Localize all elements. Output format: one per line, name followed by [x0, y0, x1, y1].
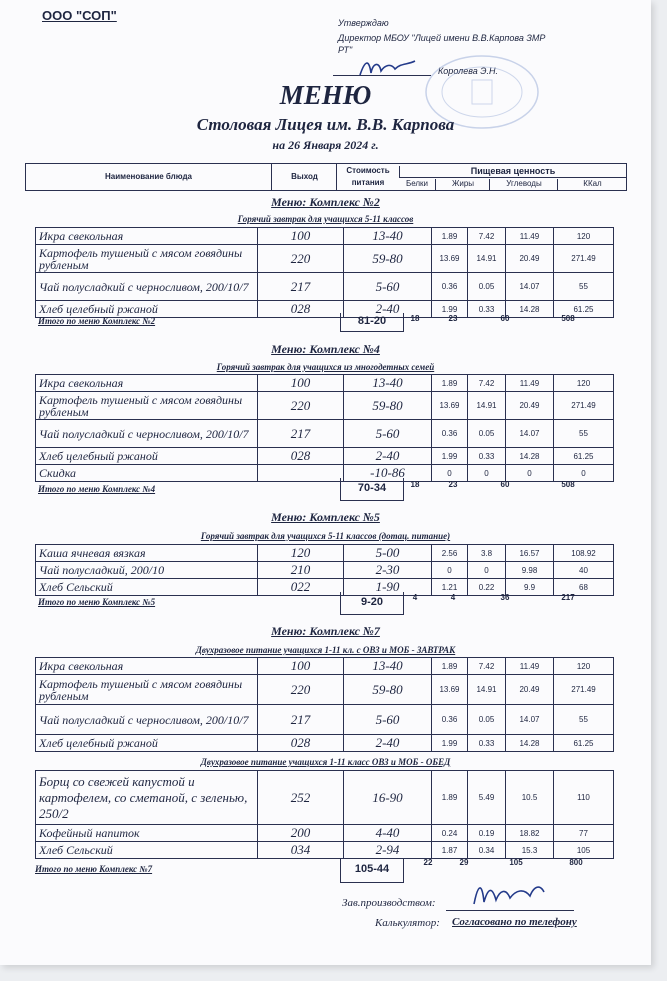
dish-kcal: 120	[554, 228, 614, 245]
dish-name: Чай полусладкий, 200/10	[36, 562, 258, 579]
total-price: 70-34	[340, 478, 404, 501]
menu-table	[35, 374, 614, 482]
dish-output: 120	[258, 545, 344, 562]
section-subtitle: Двухразовое питание учащихся 1-11 кл. с ОВЗ и МОБ - ЗАВТРАК	[195, 645, 456, 655]
dish-kcal: 55	[554, 273, 614, 301]
table-row	[36, 448, 614, 465]
total-fats: 23	[448, 480, 458, 489]
dish-name: Картофель тушеный с мясом говядины рубленым	[36, 245, 258, 273]
dish-name: Хлеб Сельский	[36, 579, 258, 596]
section-title: Меню: Комплекс №5	[271, 510, 380, 524]
dish-fats: 5.49	[468, 771, 506, 825]
dish-fats: 3.8	[468, 545, 506, 562]
dish-carbs: 14.07	[506, 705, 554, 735]
table-row	[36, 771, 614, 825]
approval-line-1: Утверждаю	[338, 18, 389, 28]
page-title: МЕНЮ	[279, 80, 372, 110]
dish-proteins: 13.69	[432, 675, 468, 705]
dish-kcal: 61.25	[554, 448, 614, 465]
dish-fats: 7.42	[468, 658, 506, 675]
dish-fats: 0.34	[468, 842, 506, 859]
dish-output: 220	[258, 675, 344, 705]
dish-output: 217	[258, 273, 344, 301]
total-price: 81-20	[340, 313, 404, 332]
total-carbs: 60	[500, 480, 510, 489]
dish-price: 5-60	[344, 705, 432, 735]
dish-price: 16-90	[344, 771, 432, 825]
dish-output: 100	[258, 228, 344, 245]
dish-fats: 7.42	[468, 375, 506, 392]
dish-price: -10-86	[344, 465, 432, 482]
header-fats: Жиры	[435, 179, 490, 190]
org-name: ООО "СОП"	[42, 8, 117, 23]
table-row	[36, 420, 614, 448]
total-carbs: 105	[509, 858, 523, 867]
dish-kcal: 271.49	[554, 245, 614, 273]
table-row	[36, 658, 614, 675]
dish-kcal: 77	[554, 825, 614, 842]
dish-fats: 0.05	[468, 705, 506, 735]
table-header	[25, 163, 627, 191]
dish-price: 5-60	[344, 420, 432, 448]
header-kcal: ККал	[557, 179, 627, 190]
dish-name: Хлеб целебный ржаной	[36, 448, 258, 465]
approval-signer: Королева Э.Н.	[438, 66, 498, 76]
dish-price: 2-94	[344, 842, 432, 859]
dish-carbs: 14.28	[506, 448, 554, 465]
table-row	[36, 705, 614, 735]
dish-name: Икра свекольная	[36, 375, 258, 392]
dish-carbs: 10.5	[506, 771, 554, 825]
dish-proteins: 1.89	[432, 375, 468, 392]
dish-name: Хлеб целебный ржаной	[36, 301, 258, 318]
dish-output: 034	[258, 842, 344, 859]
dish-name: Картофель тушеный с мясом говядины рубленым	[36, 675, 258, 705]
dish-price: 2-40	[344, 735, 432, 752]
total-fats: 29	[459, 858, 469, 867]
dish-price: 2-30	[344, 562, 432, 579]
total-fats: 23	[448, 314, 458, 323]
header-price: Стоимость питания	[336, 164, 399, 191]
section-subtitle: Горячий завтрак для учащихся 5-11 классов (дотац. питание)	[200, 531, 451, 541]
table-row	[36, 465, 614, 482]
production-label: Зав.производством:	[342, 897, 436, 909]
dish-kcal: 40	[554, 562, 614, 579]
table-row	[36, 392, 614, 420]
total-kcal: 508	[561, 480, 575, 489]
header-carbs: Углеводы	[489, 179, 558, 190]
dish-proteins: 1.99	[432, 301, 468, 318]
dish-kcal: 108.92	[554, 545, 614, 562]
dish-carbs: 9.9	[506, 579, 554, 596]
total-proteins: 4	[412, 593, 418, 602]
total-label: Итого по меню Комплекс №5	[38, 597, 156, 607]
table-row	[36, 273, 614, 301]
dish-output	[258, 465, 344, 482]
approval-line-3: РТ"	[338, 45, 353, 55]
dish-proteins: 0	[432, 465, 468, 482]
dish-carbs: 18.82	[506, 825, 554, 842]
dish-proteins: 13.69	[432, 392, 468, 420]
dish-price: 59-80	[344, 245, 432, 273]
dish-kcal: 105	[554, 842, 614, 859]
calculator-value: Согласовано по телефону	[452, 916, 577, 928]
section-title: Меню: Комплекс №4	[271, 342, 380, 356]
total-label: Итого по меню Комплекс №7	[35, 864, 153, 874]
dish-fats: 0.33	[468, 301, 506, 318]
director-signature-icon	[355, 55, 425, 81]
header-output: Выход	[271, 164, 337, 190]
menu-table	[35, 227, 614, 318]
dish-proteins: 1.89	[432, 228, 468, 245]
table-row	[36, 735, 614, 752]
table-row	[36, 675, 614, 705]
dish-carbs: 20.49	[506, 392, 554, 420]
header-nutrition: Пищевая ценность	[399, 166, 626, 178]
table-row	[36, 579, 614, 596]
production-signature-icon	[470, 878, 550, 914]
dish-carbs: 14.28	[506, 735, 554, 752]
dish-kcal: 0	[554, 465, 614, 482]
dish-fats: 0.05	[468, 420, 506, 448]
dish-output: 028	[258, 735, 344, 752]
dish-carbs: 15.3	[506, 842, 554, 859]
total-carbs: 36	[500, 593, 510, 602]
section-subtitle: Двухразовое питание учащихся 1-11 класс ОВЗ и МОБ - ОБЕД	[200, 757, 451, 767]
table-row	[36, 545, 614, 562]
section-title: Меню: Комплекс №7	[271, 624, 380, 638]
table-row	[36, 562, 614, 579]
dish-price: 13-40	[344, 228, 432, 245]
dish-output: 100	[258, 658, 344, 675]
dish-fats: 14.91	[468, 245, 506, 273]
dish-proteins: 1.99	[432, 448, 468, 465]
dish-proteins: 1.99	[432, 735, 468, 752]
menu-table	[35, 544, 614, 596]
dish-carbs: 9.98	[506, 562, 554, 579]
dish-price: 2-40	[344, 448, 432, 465]
dish-output: 217	[258, 420, 344, 448]
approval-line-2: Директор МБОУ "Лицей имени В.В.Карпова ЗМР	[338, 33, 546, 43]
dish-carbs: 11.49	[506, 228, 554, 245]
dish-name: Хлеб целебный ржаной	[36, 735, 258, 752]
dish-price: 13-40	[344, 658, 432, 675]
dish-fats: 0.05	[468, 273, 506, 301]
dish-kcal: 61.25	[554, 735, 614, 752]
dish-fats: 14.91	[468, 675, 506, 705]
total-kcal: 217	[561, 593, 575, 602]
dish-name: Чай полусладкий с черносливом, 200/10/7	[36, 705, 258, 735]
section-subtitle: Горячий завтрак для учащихся 5-11 классов	[237, 214, 414, 224]
dish-carbs: 11.49	[506, 658, 554, 675]
table-row	[36, 842, 614, 859]
dish-carbs: 0	[506, 465, 554, 482]
total-price: 9-20	[340, 592, 404, 615]
total-kcal: 800	[569, 858, 583, 867]
total-proteins: 22	[423, 858, 433, 867]
total-carbs: 60	[500, 314, 510, 323]
dish-name: Чай полусладкий с черносливом, 200/10/7	[36, 273, 258, 301]
dish-proteins: 1.21	[432, 579, 468, 596]
menu-table	[35, 657, 614, 752]
dish-kcal: 271.49	[554, 392, 614, 420]
total-proteins: 18	[410, 480, 420, 489]
dish-name: Хлеб Сельский	[36, 842, 258, 859]
dish-proteins: 0	[432, 562, 468, 579]
dish-name: Картофель тушеный с мясом говядины рубленым	[36, 392, 258, 420]
dish-price: 13-40	[344, 375, 432, 392]
dish-price: 1-90	[344, 579, 432, 596]
table-row	[36, 301, 614, 318]
dish-fats: 0.33	[468, 448, 506, 465]
menu-date: на 26 Января 2024 г.	[272, 138, 379, 152]
total-fats: 4	[450, 593, 456, 602]
dish-kcal: 61.25	[554, 301, 614, 318]
dish-name: Икра свекольная	[36, 658, 258, 675]
total-price: 105-44	[340, 858, 404, 883]
total-label: Итого по меню Комплекс №2	[38, 316, 156, 326]
menu-table	[35, 770, 614, 859]
dish-price: 5-60	[344, 273, 432, 301]
dish-kcal: 55	[554, 420, 614, 448]
dish-carbs: 20.49	[506, 245, 554, 273]
page-subtitle: Столовая Лицея им. В.В. Карпова	[196, 115, 455, 134]
dish-kcal: 120	[554, 658, 614, 675]
dish-price: 59-80	[344, 392, 432, 420]
dish-output: 220	[258, 392, 344, 420]
dish-fats: 0.33	[468, 735, 506, 752]
total-label: Итого по меню Комплекс №4	[38, 484, 156, 494]
dish-output: 220	[258, 245, 344, 273]
dish-proteins: 1.89	[432, 771, 468, 825]
table-row	[36, 375, 614, 392]
dish-proteins: 2.56	[432, 545, 468, 562]
dish-output: 200	[258, 825, 344, 842]
dish-price: 5-00	[344, 545, 432, 562]
calculator-label: Калькулятор:	[375, 917, 440, 929]
table-row	[36, 825, 614, 842]
dish-fats: 0	[468, 465, 506, 482]
dish-proteins: 1.87	[432, 842, 468, 859]
dish-carbs: 14.07	[506, 420, 554, 448]
dish-kcal: 271.49	[554, 675, 614, 705]
dish-fats: 14.91	[468, 392, 506, 420]
total-proteins: 18	[410, 314, 420, 323]
dish-fats: 0.22	[468, 579, 506, 596]
dish-name: Кофейный напиток	[36, 825, 258, 842]
dish-fats: 0	[468, 562, 506, 579]
total-kcal: 508	[561, 314, 575, 323]
dish-proteins: 0.24	[432, 825, 468, 842]
dish-proteins: 0.36	[432, 705, 468, 735]
dish-name: Икра свекольная	[36, 228, 258, 245]
section-title: Меню: Комплекс №2	[271, 195, 380, 209]
dish-kcal: 55	[554, 705, 614, 735]
dish-output: 217	[258, 705, 344, 735]
dish-output: 252	[258, 771, 344, 825]
dish-proteins: 0.36	[432, 273, 468, 301]
dish-carbs: 11.49	[506, 375, 554, 392]
dish-proteins: 13.69	[432, 245, 468, 273]
dish-name: Борщ со свежей капустой и картофелем, со сметаной, с зеленью, 250/2	[36, 771, 258, 825]
table-row	[36, 228, 614, 245]
dish-kcal: 120	[554, 375, 614, 392]
dish-proteins: 1.89	[432, 658, 468, 675]
dish-price: 4-40	[344, 825, 432, 842]
dish-output: 028	[258, 448, 344, 465]
section-subtitle: Горячий завтрак для учащихся из многодетных семей	[216, 362, 435, 372]
dish-carbs: 14.28	[506, 301, 554, 318]
dish-fats: 0.19	[468, 825, 506, 842]
dish-output: 210	[258, 562, 344, 579]
dish-name: Чай полусладкий с черносливом, 200/10/7	[36, 420, 258, 448]
dish-carbs: 20.49	[506, 675, 554, 705]
dish-carbs: 16.57	[506, 545, 554, 562]
dish-name: Скидка	[36, 465, 258, 482]
dish-kcal: 68	[554, 579, 614, 596]
dish-proteins: 0.36	[432, 420, 468, 448]
table-row	[36, 245, 614, 273]
dish-output: 022	[258, 579, 344, 596]
dish-name: Каша ячневая вязкая	[36, 545, 258, 562]
dish-output: 100	[258, 375, 344, 392]
dish-carbs: 14.07	[506, 273, 554, 301]
header-dish: Наименование блюда	[105, 172, 192, 181]
dish-price: 2-40	[344, 301, 432, 318]
dish-fats: 7.42	[468, 228, 506, 245]
dish-price: 59-80	[344, 675, 432, 705]
dish-output: 028	[258, 301, 344, 318]
dish-kcal: 110	[554, 771, 614, 825]
header-proteins: Белки	[405, 179, 429, 188]
